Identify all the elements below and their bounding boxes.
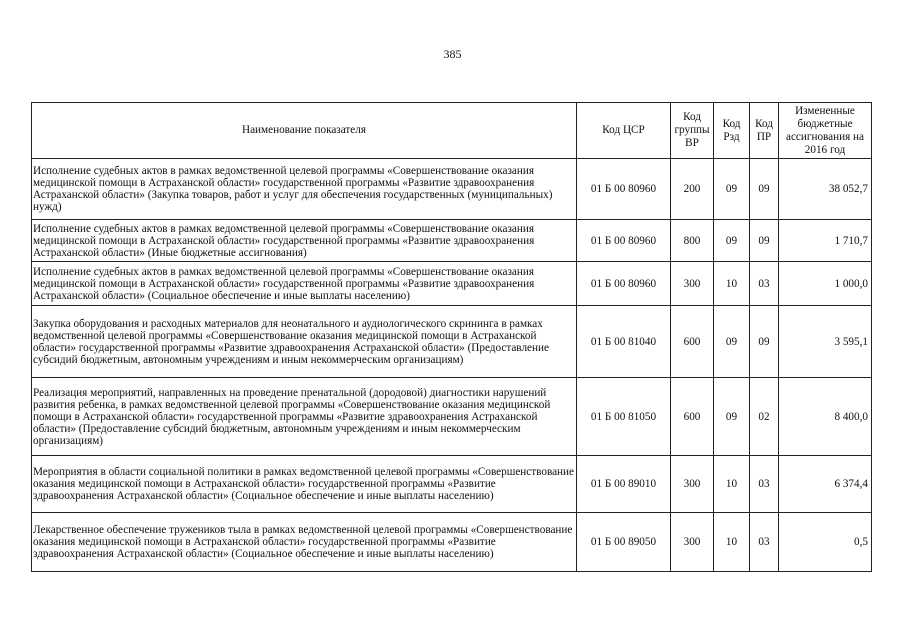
- table-row: [32, 513, 872, 572]
- row-pr: 09: [750, 306, 779, 378]
- row-pr: 03: [750, 513, 779, 572]
- row-pr: 09: [750, 159, 779, 220]
- row-amount: 1 710,7: [779, 220, 872, 262]
- row-kcsr: 01 Б 00 80960: [577, 220, 671, 262]
- row-kcsr: 01 Б 00 80960: [577, 159, 671, 220]
- row-kvr: 600: [671, 378, 714, 456]
- table-row: [32, 306, 872, 378]
- header-kcsr: Код ЦСР: [577, 103, 671, 159]
- header-rzd: Код Рзд: [714, 103, 750, 159]
- row-kvr: 300: [671, 262, 714, 306]
- row-kvr: 300: [671, 513, 714, 572]
- table-row: [32, 456, 872, 513]
- row-kcsr: 01 Б 00 89050: [577, 513, 671, 572]
- row-name: Исполнение судебных актов в рамках ведомственной целевой программы «Совершенствование оказания медицинской помощи в Астраханской области» государственной программы «Развитие здравоохранения Астраханской области» (Закупка товаров, работ и услуг для обеспечения государственных (муниципальных) нужд): [32, 159, 577, 220]
- row-amount: 1 000,0: [779, 262, 872, 306]
- row-name: Реализация мероприятий, направленных на проведение пренатальной (дородовой) диагностики нарушений развития ребенка, в рамках ведомственной целевой программы «Совершенствование оказания медицинской помощи в Астраханской области» государственной программы «Развитие здравоохранения Астраханской области» (Предоставление субсидий бюджетным, автономным учреждениям и иным некоммерческим организациям): [32, 378, 577, 456]
- row-kcsr: 01 Б 00 81050: [577, 378, 671, 456]
- table-row: [32, 262, 872, 306]
- header-pr: Код ПР: [750, 103, 779, 159]
- row-kvr: 300: [671, 456, 714, 513]
- row-kcsr: 01 Б 00 81040: [577, 306, 671, 378]
- header-amount: Измененные бюджетные ассигнования на 2016 год: [779, 103, 872, 159]
- row-pr: 03: [750, 262, 779, 306]
- table-header-row: [32, 103, 872, 159]
- row-amount: 3 595,1: [779, 306, 872, 378]
- row-rzd: 10: [714, 262, 750, 306]
- row-name: Закупка оборудования и расходных материалов для неонатального и аудиологического скрининга в рамках ведомственной целевой программы «Совершенствование оказания медицинской помощи в Астраханской области» государственной программы «Развитие здравоохранения Астраханской области» (Предоставление субсидий бюджетным, автономным учреждениям и иным некоммерческим организациям): [32, 306, 577, 378]
- row-kcsr: 01 Б 00 89010: [577, 456, 671, 513]
- header-kvr: Код группы ВР: [671, 103, 714, 159]
- row-kvr: 600: [671, 306, 714, 378]
- row-pr: 03: [750, 456, 779, 513]
- row-name: Мероприятия в области социальной политики в рамках ведомственной целевой программы «Совершенствование оказания медицинской помощи в Астраханской области» государственной программы «Развитие здравоохранения Астраханской области» (Социальное обеспечение и иные выплаты населению): [32, 456, 577, 513]
- table-row: [32, 220, 872, 262]
- row-kvr: 800: [671, 220, 714, 262]
- row-amount: 6 374,4: [779, 456, 872, 513]
- row-amount: 8 400,0: [779, 378, 872, 456]
- row-amount: 38 052,7: [779, 159, 872, 220]
- row-rzd: 09: [714, 159, 750, 220]
- header-name: Наименование показателя: [32, 103, 577, 159]
- row-rzd: 10: [714, 456, 750, 513]
- table-row: [32, 159, 872, 220]
- row-name: Исполнение судебных актов в рамках ведомственной целевой программы «Совершенствование оказания медицинской помощи в Астраханской области» государственной программы «Развитие здравоохранения Астраханской области» (Иные бюджетные ассигнования): [32, 220, 577, 262]
- row-rzd: 09: [714, 220, 750, 262]
- row-name: Лекарственное обеспечение тружеников тыла в рамках ведомственной целевой программы «Совершенствование оказания медицинской помощи в Астраханской области» государственной программы «Развитие здравоохранения Астраханской области» (Социальное обеспечение и иные выплаты населению): [32, 513, 577, 572]
- row-name: Исполнение судебных актов в рамках ведомственной целевой программы «Совершенствование оказания медицинской помощи в Астраханской области» государственной программы «Развитие здравоохранения Астраханской области» (Социальное обеспечение и иные выплаты населению): [32, 262, 577, 306]
- budget-table: [31, 102, 872, 572]
- row-pr: 09: [750, 220, 779, 262]
- row-pr: 02: [750, 378, 779, 456]
- row-rzd: 09: [714, 306, 750, 378]
- row-rzd: 09: [714, 378, 750, 456]
- page-number: 385: [443, 47, 462, 61]
- row-kcsr: 01 Б 00 80960: [577, 262, 671, 306]
- row-rzd: 10: [714, 513, 750, 572]
- table-row: [32, 378, 872, 456]
- row-amount: 0,5: [779, 513, 872, 572]
- row-kvr: 200: [671, 159, 714, 220]
